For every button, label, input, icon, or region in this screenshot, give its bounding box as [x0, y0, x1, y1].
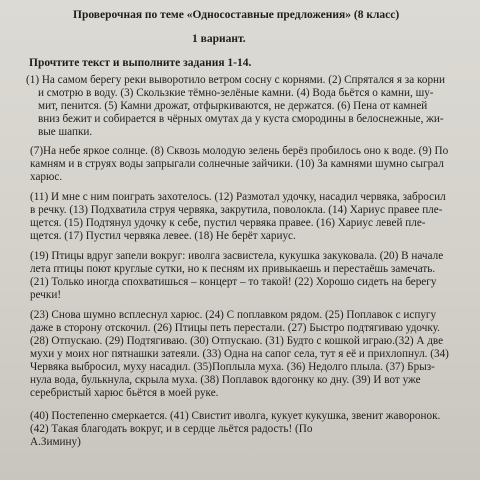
paragraph-5-line: (23) Снова шумно всплеснул харюс. (24) С поплавком рядом. (25) Поплавок с испугу	[30, 309, 437, 321]
paragraph-5-line: серебристый харюс бьётся в моей руке.	[30, 387, 219, 399]
paragraph-4-line: (19) Птицы вдруг запели вокруг: иволга засвистела, кукушка закуковала. (20) В начале	[30, 250, 444, 262]
paragraph-5-line: мухи у моих ног пятнашки затеяли. (33) Одна на сапог села, тут я её и прихлопнул. (34)	[30, 348, 449, 360]
paragraph-2-line: камням и в струях воды запрыгали солнечные зайчики. (10) За камнями шумно сыграл	[30, 158, 444, 170]
paragraph-1-line: и смотрю в воду. (3) Скользкие тёмно-зелёные камни. (4) Вода бьётся о камни, шу-	[38, 87, 434, 99]
paragraph-1-line: вые шапки.	[38, 126, 93, 138]
paragraph-1-line: мит, пенится. (5) Камни дрожат, отфыркиваются, не держатся. (6) Пена от камней	[38, 100, 428, 112]
paragraph-5-line: нула вода, булькнула, скрыла муха. (38) Поплавок вдогонку ко дну. (39) И вот уже	[30, 374, 421, 386]
worksheet-title: Проверочная по теме «Односоставные предложения» (8 класс)	[73, 9, 400, 21]
paragraph-6-line: (40) Постепенно смеркается. (41) Свистит иволга, кукует кукушка, звенит жаворонок.	[30, 410, 441, 422]
paragraph-5-line: (28) Отпускаю. (29) Подтягиваю. (30) Отпускаю. (31) Будто с кошкой играю.(32) А две	[30, 335, 444, 347]
paragraph-1-line: (1) На самом берегу реки выворотило ветром сосну с корнями. (2) Спрятался я за корни	[26, 74, 446, 86]
paragraph-3-line: щется. (17) Пустил червяка левее. (18) Не берёт хариус.	[30, 230, 296, 242]
paragraph-3-line: в речку. (13) Подхватила струя червяка, закрутила, поволокла. (14) Хариус правее пле-	[30, 204, 443, 216]
paragraph-3-line: щется. (15) Подтянул удочку к себе, пустил червяка правее. (16) Хариус левей пле-	[30, 217, 426, 229]
task-instruction: Прочтите текст и выполните задания 1-14.	[29, 57, 252, 69]
paragraph-4-line: речки!	[30, 289, 62, 301]
paragraph-5-line: Червяка выбросил, муху насадил. (35)Поплыла муха. (36) Недолго плыла. (37) Брыз-	[30, 361, 435, 373]
paragraph-1-line: вниз бежит и собирается в чёрных омутах да у куста смородины в белоснежные, жи-	[38, 113, 444, 125]
paragraph-2-line: (7)На небе яркое солнце. (8) Сквозь молодую зелень берёз пробилось оно к воде. (9) По	[30, 145, 449, 157]
paragraph-3-line: (11) И мне с ним поиграть захотелось. (12) Размотал удочку, насадил червяка, забросил	[30, 191, 446, 203]
paragraph-4-line: лета птицы поют круглые сутки, но к песням их привыкаешь и перестаёшь замечать.	[30, 263, 436, 275]
paragraph-2-line: харюс.	[30, 171, 63, 183]
paragraph-6-line: (42) Такая благодать вокруг, и в сердце льётся радость! (По	[30, 423, 313, 435]
paragraph-4-line: (21) Только иногда спохватишься – концерт – то такой! (22) Хорошо сидеть на берегу	[30, 276, 437, 288]
paragraph-6-line: А.Зимину)	[30, 436, 81, 448]
paragraph-5-line: даже в сторону отскочил. (26) Птицы петь перестали. (27) Быстро подтягиваю удочку.	[30, 322, 440, 334]
variant-label: 1 вариант.	[192, 33, 246, 45]
